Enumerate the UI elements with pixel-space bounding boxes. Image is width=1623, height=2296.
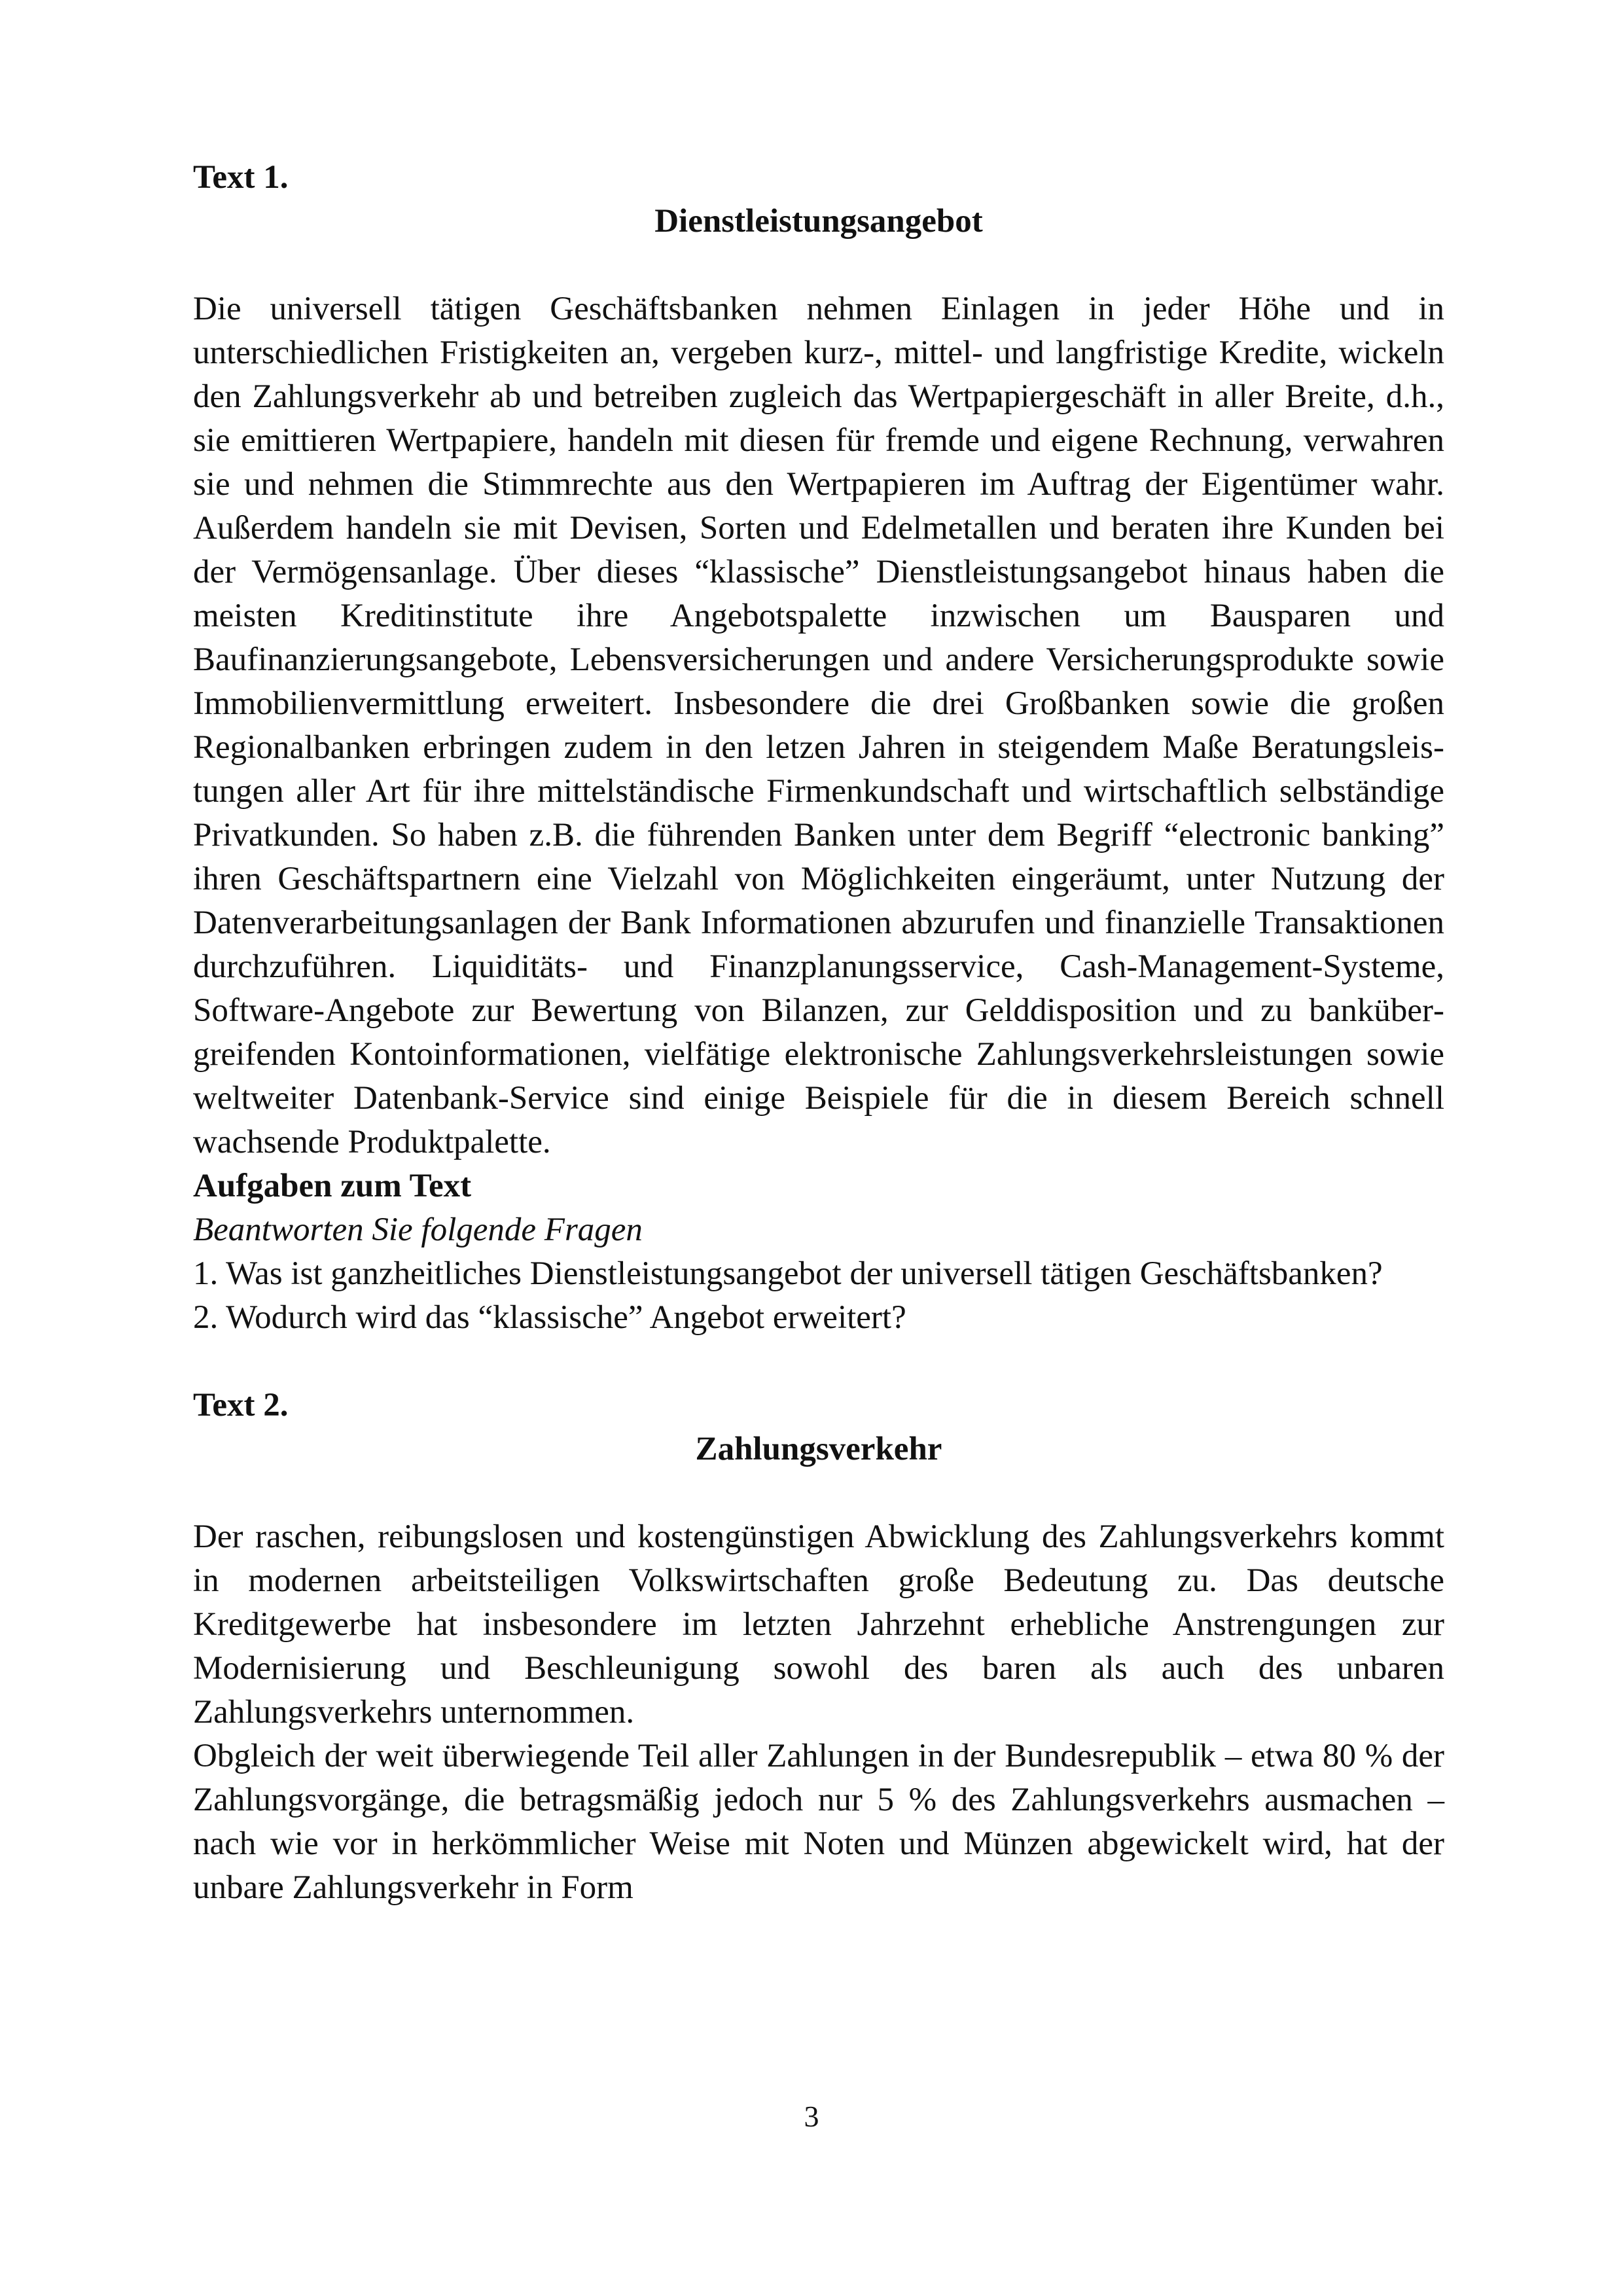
text1-label: Text 1. xyxy=(193,159,289,196)
section-spacer xyxy=(193,1340,1444,1384)
text2-label: Text 2. xyxy=(193,1387,289,1424)
page-content xyxy=(193,156,1444,1910)
text2-paragraph-2: Obgleich der weit überwiegende Teil aller Zahlungen in der Bundesrepublik – etwa 80 % der Zahlungsvorgänge, die betragsmäßig jedoch nur 5 % des Zahlungsverkehrs ausmachen – nach wie vor in herkömmlicher Weise mit Noten und Münzen abgewickelt wird, hat der unbare Zahlungsverkehr in Form xyxy=(193,1738,1444,1906)
tasks-heading: Aufgaben zum Text xyxy=(193,1168,472,1204)
text1-paragraph: Die universell tätigen Geschäftsbanken nehmen Einlagen in jeder Höhe und in unterschiedlichen Fristigkeiten an, vergeben kurz-, mittel- und langfristige Kredite, wickeln den Zahlungsverkehr ab und betreiben zugleich das Wertpapiergeschäft in aller Breite, d.h., sie emittieren Wertpapiere, handeln mit diesen für fremde und eigene Rechnung, verwahren sie und nehmen die Stimmrechte aus den Wertpapieren im Auftrag der Eigentümer wahr. Außerdem handeln sie mit Devisen, Sorten und Edelmetallen und beraten ihre Kunden bei der Vermögensanlage. Über dieses “klassische” Dienstleistungsangebot hinaus haben die meisten Kreditinstitute ihre Angebotspalette inzwischen um Bausparen und Baufinanzierungsangebote, Lebensversicherungen und andere Versicherungsprodukte sowie Immobilienvermittlung erweitert. Insbesondere die drei Großbanken sowie die großen Regionalbanken erbringen zudem in den letzen Jahren in steigendem Maße Beratungsleistungen aller Art für ihre mittelständische Firmenkundschaft und wirtschaftlich selbständige Privatkunden. So haben z.B. die führenden Banken unter dem Begriff “electronic banking” ihren Geschäftspartnern eine Vielzahl von Möglichkeiten eingeräumt, unter Nutzung der Datenverarbeitungsanlagen der Bank Informationen abzurufen und finanzielle Transaktionen durchzuführen. Liquiditäts- und Finanzplanungsservice, Cash-Management-Systeme, Software-Angebote zur Bewertung von Bilanzen, zur Gelddisposition und zu bankübergreifenden Kontoinformationen, vielfätige elektronische Zahlungsverkehrsleistungen sowie weltweiter Datenbank-Service sind einige Beispiele für die in diesem Bereich schnell wachsende Produktpalette. xyxy=(193,291,1444,1160)
text2-paragraph-1: Der raschen, reibungslosen und kostengünstigen Abwicklung des Zahlungsverkehrs kommt in modernen arbeitsteiligen Volkswirtschaften große Bedeutung zu. Das deutsche Kreditgewerbe hat insbesondere im letzten Jahrzehnt erhebliche Anstrengungen zur Modernisierung und Beschleunigung sowohl des baren als auch des unbaren Zahlungsverkehrs unternommen. xyxy=(193,1518,1444,1731)
page-number: 3 xyxy=(804,2100,819,2133)
tasks-instruction: Beantworten Sie folgende Fragen xyxy=(193,1211,643,1248)
question-1: 1. Was ist ganzheitliches Dienstleistungsangebot der universell tätigen Geschäftsbanken? xyxy=(193,1255,1383,1292)
text2-title: Zahlungsverkehr xyxy=(695,1431,942,1467)
question-2: 2. Wodurch wird das “klassische” Angebot erweitert? xyxy=(193,1299,906,1336)
text1-title: Dienstleistungsangebot xyxy=(654,203,983,240)
